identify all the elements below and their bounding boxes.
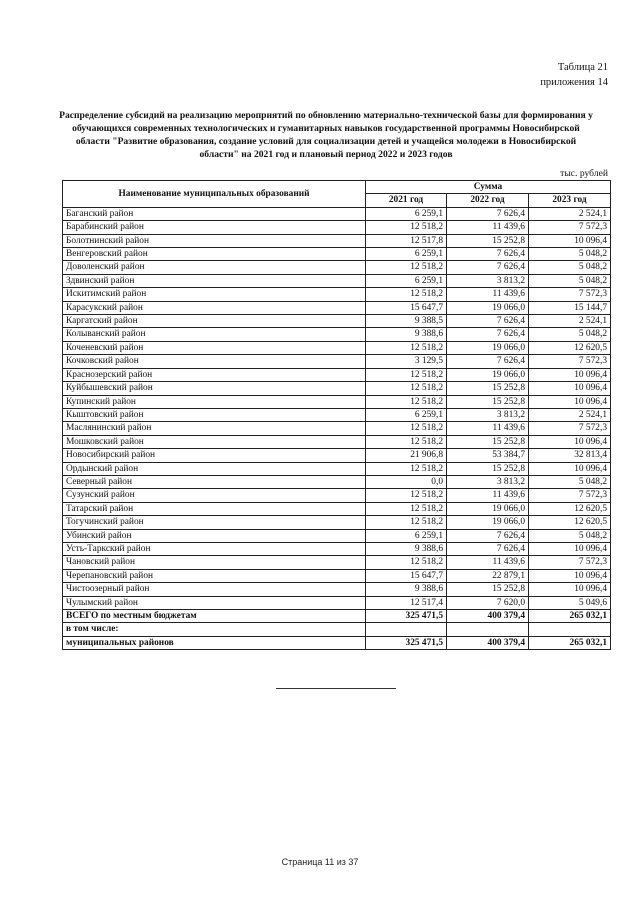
- municipality-name-cell: Краснозерский район: [63, 368, 366, 381]
- amount-cell-2021: 12 517,8: [366, 234, 447, 247]
- amount-cell-2023: 10 096,4: [529, 368, 611, 381]
- amount-cell-2021: 12 518,2: [366, 489, 447, 502]
- amount-cell-2022: 11 439,6: [447, 422, 529, 435]
- municipality-name-cell: муниципальных районов: [63, 636, 366, 649]
- amount-cell-2022: 7 626,4: [447, 248, 529, 261]
- column-header-name: Наименование муниципальных образований: [63, 181, 366, 208]
- table-row: [63, 382, 611, 395]
- amount-cell-2021: 9 388,6: [366, 328, 447, 341]
- amount-cell-2023: 5 048,2: [529, 274, 611, 287]
- municipality-name-cell: Куйбышевский район: [63, 382, 366, 395]
- amount-cell-2021: 6 259,1: [366, 274, 447, 287]
- column-header-2022: 2022 год: [447, 194, 529, 207]
- amount-cell-2022: 19 066,0: [447, 341, 529, 354]
- amount-cell-2021: 9 388,6: [366, 542, 447, 555]
- municipality-name-cell: Купинский район: [63, 395, 366, 408]
- municipality-name-cell: Кыштовский район: [63, 408, 366, 421]
- municipality-name-cell: Каргатский район: [63, 315, 366, 328]
- table-row: [63, 315, 611, 328]
- municipality-name-cell: Черепановский район: [63, 569, 366, 582]
- amount-cell-2022: 7 626,4: [447, 542, 529, 555]
- municipality-name-cell: Колыванский район: [63, 328, 366, 341]
- amount-cell-2023: 12 620,5: [529, 341, 611, 354]
- municipality-name-cell: Доволенский район: [63, 261, 366, 274]
- table-row: [63, 288, 611, 301]
- amount-cell-2021: 15 647,7: [366, 301, 447, 314]
- municipality-name-cell: Кочковский район: [63, 355, 366, 368]
- amount-cell-2023: 10 096,4: [529, 542, 611, 555]
- table-row: [63, 207, 611, 220]
- table-row: [63, 529, 611, 542]
- amount-cell-2021: 12 518,2: [366, 422, 447, 435]
- municipality-name-cell: Карасукский район: [63, 301, 366, 314]
- column-header-sum: Сумма: [366, 181, 611, 194]
- table-row: [63, 422, 611, 435]
- amount-cell-2022: 7 626,4: [447, 261, 529, 274]
- amount-cell-2021: 12 518,2: [366, 368, 447, 381]
- municipality-name-cell: Новосибирский район: [63, 449, 366, 462]
- amount-cell-2022: 11 439,6: [447, 288, 529, 301]
- amount-cell-2021: 6 259,1: [366, 207, 447, 220]
- amount-cell-2021: 12 518,2: [366, 556, 447, 569]
- table-row: [63, 583, 611, 596]
- amount-cell-2021: 12 518,2: [366, 395, 447, 408]
- table-row: [63, 395, 611, 408]
- municipality-name-cell: Барабинский район: [63, 221, 366, 234]
- amount-cell-2022: 15 252,8: [447, 435, 529, 448]
- table-row: [63, 234, 611, 247]
- municipality-name-cell: Коченевский район: [63, 341, 366, 354]
- amount-cell-2021: 12 518,2: [366, 502, 447, 515]
- amount-cell-2023: 10 096,4: [529, 234, 611, 247]
- document-title: Распределение субсидий на реализацию мероприятий по обновлению материально-технической базы для формирования у обучающихся современных технологических и гуманитарных навыков государственной программы Новосибирской области "Развитие образования, создание условий для социализации детей и учащейся молодежи в Новосибирской области" на 2021 год и плановый период 2022 и 2023 годов: [59, 110, 593, 160]
- municipality-name-cell: Венгеровский район: [63, 248, 366, 261]
- table-row: [63, 596, 611, 609]
- total-row: [63, 610, 611, 623]
- municipality-name-cell: Усть-Таркский район: [63, 542, 366, 555]
- empty-cell: [447, 623, 529, 636]
- amount-cell-2021: 6 259,1: [366, 248, 447, 261]
- amount-cell-2023: 12 620,5: [529, 502, 611, 515]
- amount-cell-2023: 2 524,1: [529, 207, 611, 220]
- municipality-name-cell: Болотнинский район: [63, 234, 366, 247]
- table-row: [63, 341, 611, 354]
- amount-cell-2022: 15 252,8: [447, 583, 529, 596]
- amount-cell-2022: 7 626,4: [447, 529, 529, 542]
- municipality-name-cell: Мошковский район: [63, 435, 366, 448]
- amount-cell-2023: 7 572,3: [529, 355, 611, 368]
- amount-cell-2021: 3 129,5: [366, 355, 447, 368]
- municipality-name-cell: Баганский район: [63, 207, 366, 220]
- table-row: [63, 556, 611, 569]
- amount-cell-2021: 12 517,4: [366, 596, 447, 609]
- table-row: [63, 449, 611, 462]
- table-row: [63, 435, 611, 448]
- amount-cell-2021: 6 259,1: [366, 408, 447, 421]
- amount-cell-2022: 11 439,6: [447, 556, 529, 569]
- amount-cell-2022: 7 626,4: [447, 355, 529, 368]
- amount-cell-2021: 325 471,5: [366, 610, 447, 623]
- amount-cell-2021: 15 647,7: [366, 569, 447, 582]
- amount-cell-2022: 19 066,0: [447, 301, 529, 314]
- municipality-name-cell: Чулымский район: [63, 596, 366, 609]
- amount-cell-2021: 12 518,2: [366, 341, 447, 354]
- amount-cell-2022: 3 813,2: [447, 475, 529, 488]
- amount-cell-2022: 11 439,6: [447, 221, 529, 234]
- table-row: [63, 261, 611, 274]
- subsidy-table: [62, 180, 611, 650]
- amount-cell-2023: 10 096,4: [529, 569, 611, 582]
- column-header-2023: 2023 год: [529, 194, 611, 207]
- amount-cell-2023: 5 048,2: [529, 261, 611, 274]
- amount-cell-2022: 15 252,8: [447, 382, 529, 395]
- amount-cell-2022: 19 066,0: [447, 368, 529, 381]
- amount-cell-2022: 15 252,8: [447, 234, 529, 247]
- table-row: [63, 475, 611, 488]
- amount-cell-2021: 12 518,2: [366, 261, 447, 274]
- separator-line: [276, 688, 396, 689]
- amount-cell-2022: 7 626,4: [447, 315, 529, 328]
- amount-cell-2022: 15 252,8: [447, 395, 529, 408]
- amount-cell-2021: 9 388,6: [366, 583, 447, 596]
- table-row: [63, 462, 611, 475]
- table-row: [63, 301, 611, 314]
- including-row: [63, 623, 611, 636]
- amount-cell-2023: 10 096,4: [529, 435, 611, 448]
- amount-cell-2021: 0,0: [366, 475, 447, 488]
- amount-cell-2023: 5 048,2: [529, 328, 611, 341]
- table-row: [63, 355, 611, 368]
- municipal-total-row: [63, 636, 611, 649]
- amount-cell-2023: 15 144,7: [529, 301, 611, 314]
- amount-cell-2022: 400 379,4: [447, 610, 529, 623]
- appendix-label: приложения 14: [540, 77, 608, 88]
- table-row: [63, 368, 611, 381]
- table-row: [63, 569, 611, 582]
- table-row: [63, 328, 611, 341]
- amount-cell-2021: 325 471,5: [366, 636, 447, 649]
- amount-cell-2021: 12 518,2: [366, 516, 447, 529]
- amount-cell-2023: 7 572,3: [529, 489, 611, 502]
- table-row: [63, 489, 611, 502]
- amount-cell-2021: 6 259,1: [366, 529, 447, 542]
- amount-cell-2023: 2 524,1: [529, 315, 611, 328]
- amount-cell-2023: 2 524,1: [529, 408, 611, 421]
- amount-cell-2022: 7 626,4: [447, 328, 529, 341]
- municipality-name-cell: Ордынский район: [63, 462, 366, 475]
- amount-cell-2023: 5 049,6: [529, 596, 611, 609]
- amount-cell-2023: 5 048,2: [529, 475, 611, 488]
- amount-cell-2022: 3 813,2: [447, 274, 529, 287]
- amount-cell-2022: 53 384,7: [447, 449, 529, 462]
- units-label: тыс. рублей: [560, 168, 608, 179]
- amount-cell-2023: 5 048,2: [529, 529, 611, 542]
- amount-cell-2023: 12 620,5: [529, 516, 611, 529]
- municipality-name-cell: Маслянинский район: [63, 422, 366, 435]
- amount-cell-2022: 400 379,4: [447, 636, 529, 649]
- municipality-name-cell: Искитимский район: [63, 288, 366, 301]
- amount-cell-2023: 5 048,2: [529, 248, 611, 261]
- amount-cell-2021: 12 518,2: [366, 462, 447, 475]
- table-row: [63, 502, 611, 515]
- amount-cell-2023: 7 572,3: [529, 221, 611, 234]
- municipality-name-cell: Тогучинский район: [63, 516, 366, 529]
- amount-cell-2022: 19 066,0: [447, 502, 529, 515]
- amount-cell-2023: 10 096,4: [529, 382, 611, 395]
- municipality-name-cell: Северный район: [63, 475, 366, 488]
- amount-cell-2021: 12 518,2: [366, 288, 447, 301]
- empty-cell: [366, 623, 447, 636]
- amount-cell-2022: 19 066,0: [447, 516, 529, 529]
- municipality-name-cell: Здвинский район: [63, 274, 366, 287]
- amount-cell-2021: 21 906,8: [366, 449, 447, 462]
- amount-cell-2023: 10 096,4: [529, 462, 611, 475]
- empty-cell: [529, 623, 611, 636]
- table-row: [63, 516, 611, 529]
- table-row: [63, 274, 611, 287]
- table-number-label: Таблица 21: [557, 62, 608, 73]
- amount-cell-2023: 7 572,3: [529, 288, 611, 301]
- amount-cell-2021: 12 518,2: [366, 221, 447, 234]
- amount-cell-2023: 32 813,4: [529, 449, 611, 462]
- table-row: [63, 408, 611, 421]
- table-header-row: [63, 181, 611, 194]
- amount-cell-2022: 11 439,6: [447, 489, 529, 502]
- amount-cell-2021: 9 388,5: [366, 315, 447, 328]
- municipality-name-cell: ВСЕГО по местным бюджетам: [63, 610, 366, 623]
- amount-cell-2022: 3 813,2: [447, 408, 529, 421]
- table-row: [63, 542, 611, 555]
- municipality-name-cell: Чановский район: [63, 556, 366, 569]
- column-header-2021: 2021 год: [366, 194, 447, 207]
- amount-cell-2023: 265 032,1: [529, 636, 611, 649]
- table-body: [63, 207, 611, 649]
- page-footer: Страница 11 из 37: [281, 857, 359, 867]
- amount-cell-2022: 15 252,8: [447, 462, 529, 475]
- municipality-name-cell: Убинский район: [63, 529, 366, 542]
- amount-cell-2021: 12 518,2: [366, 382, 447, 395]
- amount-cell-2022: 7 626,4: [447, 207, 529, 220]
- including-label: в том числе:: [63, 623, 366, 636]
- amount-cell-2022: 22 879,1: [447, 569, 529, 582]
- table-row: [63, 221, 611, 234]
- amount-cell-2021: 12 518,2: [366, 435, 447, 448]
- amount-cell-2022: 7 620,0: [447, 596, 529, 609]
- amount-cell-2023: 10 096,4: [529, 395, 611, 408]
- municipality-name-cell: Сузунский район: [63, 489, 366, 502]
- municipality-name-cell: Чистоозерный район: [63, 583, 366, 596]
- municipality-name-cell: Татарский район: [63, 502, 366, 515]
- amount-cell-2023: 7 572,3: [529, 556, 611, 569]
- amount-cell-2023: 7 572,3: [529, 422, 611, 435]
- table-row: [63, 248, 611, 261]
- amount-cell-2023: 265 032,1: [529, 610, 611, 623]
- amount-cell-2023: 10 096,4: [529, 583, 611, 596]
